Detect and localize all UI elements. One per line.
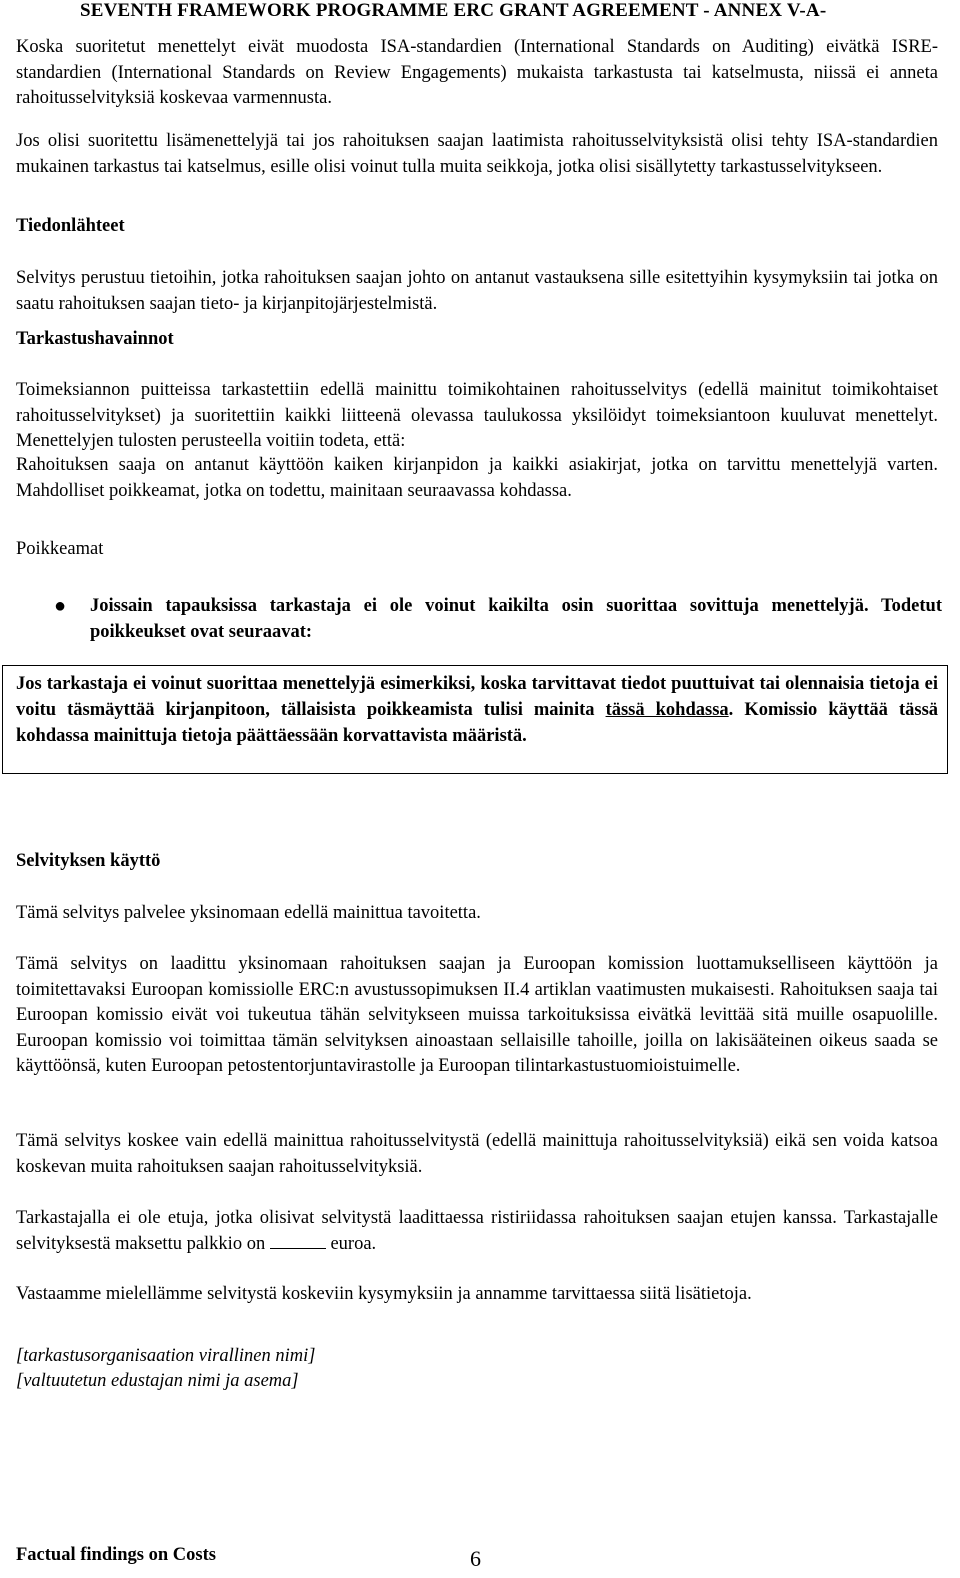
fee-text-before: Tarkastajalla ei ole etuja, jotka olisivat selvitystä laadittaessa ristiriidassa rahoituksen saajan etujen kanssa. Tarkastajalle selvityksestä maksettu palkkio on	[16, 1208, 938, 1254]
fee-blank	[270, 1234, 326, 1249]
exceptions-heading: Poikkeamat	[16, 539, 104, 559]
findings-paragraph-2: Rahoituksen saaja on antanut käyttöön kaiken kirjanpidon ja kaikki asiakirjat, jotka on tarvittu menettelyjä varten. Mahdolliset poikkeamat, jotka on todettu, mainitaan seuraavassa kohdassa.	[16, 455, 938, 501]
findings-paragraph-1: Toimeksiannon puitteissa tarkastettiin edellä mainittu toimikohtainen rahoitusselvitys (edellä mainitut toimikohtaiset rahoitusselvitykset) ja suoritettiin kaikki liitteenä olevassa taulukossa yksilöidyt toimeksiantoon kuuluvat menettelyt. Menettelyjen tulosten perusteella voitiin todeta, että:	[16, 380, 938, 452]
exceptions-bullet-text: Joissain tapauksissa tarkastaja ei ole voinut kaikilta osin suorittaa sovittuja menettelyjä. Todetut poikkeukset ovat seuraavat:	[90, 596, 942, 642]
org-name-placeholder: [tarkastusorganisaation virallinen nimi]	[16, 1346, 316, 1366]
use-paragraph-2: Tämä selvitys on laadittu yksinomaan rahoituksen saajan ja Euroopan komission luottamukselliseen käyttöön ja toimitettavaksi Euroopan komissiolle ERC:n avustussopimuksen II.4 artiklan vaatimusten mukaisesti. Rahoituksen saaja tai Euroopan komissio eivät voi tukeutua tähän selvitykseen muissa tarkoituksissa eivätkä levittää sitä muille osapuolille. Euroopan komissio voi toimittaa tämän selvityksen ainoastaan sellaisille tahoille, joilla on lakisääteinen oikeus saada se käyttöönsä, kuten Euroopan petostentorjuntavirastolle ja Euroopan tilintarkastustuomioistuimelle.	[16, 954, 938, 1077]
use-heading: Selvityksen käyttö	[16, 851, 161, 871]
footer-title: Factual findings on Costs	[16, 1545, 216, 1565]
use-paragraph-5: Vastaamme mielellämme selvitystä koskeviin kysymyksiin ja annamme tarvittaessa siitä lisätietoja.	[16, 1284, 752, 1304]
sources-paragraph: Selvitys perustuu tietoihin, jotka rahoituksen saajan johto on antanut vastauksena sille esitettyihin kysymyksiin tai jotka on saatu rahoituksen saajan tieto- ja kirjanpitojärjestelmistä.	[16, 268, 938, 314]
additional-procedures-paragraph: Jos olisi suoritettu lisämenettelyjä tai jos rahoituksen saajan laatimista rahoitusselvityksistä olisi tehty ISA-standardien mukainen tarkastus tai katselmus, esille olisi voinut tulla muita seikkoja, jotka olisi sisällytetty tarkastusselvitykseen.	[16, 131, 938, 177]
box-text-part-2: . Komissio käyttää tässä kohdassa mainittuja tietoja päättäessään korvattavista määristä.	[16, 700, 939, 746]
fee-text-after: euroa.	[325, 1233, 377, 1254]
use-paragraph-4	[16, 1206, 938, 1257]
bullet-icon: ●	[54, 595, 67, 617]
findings-heading: Tarkastushavainnot	[16, 329, 174, 349]
sources-heading: Tiedonlähteet	[16, 216, 125, 236]
box-text-part-1: Jos tarkastaja ei voinut suorittaa menettelyjä esimerkiksi, koska tarvittavat tiedot puuttuivat tai olennaisia tietoja ei voitu täsmäyttää kirjanpitoon, tällaisista poikkeamista tulisi mainita	[16, 674, 938, 720]
use-paragraph-1: Tämä selvitys palvelee yksinomaan edellä mainittua tavoitetta.	[16, 903, 481, 923]
box-text-underlined: tässä kohdassa	[605, 700, 729, 720]
isa-note-paragraph: Koska suoritetut menettelyt eivät muodosta ISA-standardien (International Standards on Auditing) eivätkä ISRE-standardien (International Standards on Review Engagements) mukaista tarkastusta tai katselmusta, niissä ei anneta rahoitusselvityksiä koskevaa varmennusta.	[16, 37, 938, 109]
exceptions-box-text	[16, 671, 938, 749]
representative-placeholder: [valtuutetun edustajan nimi ja asema]	[16, 1371, 299, 1391]
page-number: 6	[470, 1546, 481, 1571]
use-paragraph-3: Tämä selvitys koskee vain edellä mainittua rahoitusselvitystä (edellä mainittuja rahoitusselvityksiä) eikä sen voida katsoa koskevan muita rahoituksen saajan rahoitusselvityksiä.	[16, 1131, 938, 1177]
document-header: SEVENTH FRAMEWORK PROGRAMME ERC GRANT AGREEMENT - ANNEX V-A-	[80, 0, 827, 21]
